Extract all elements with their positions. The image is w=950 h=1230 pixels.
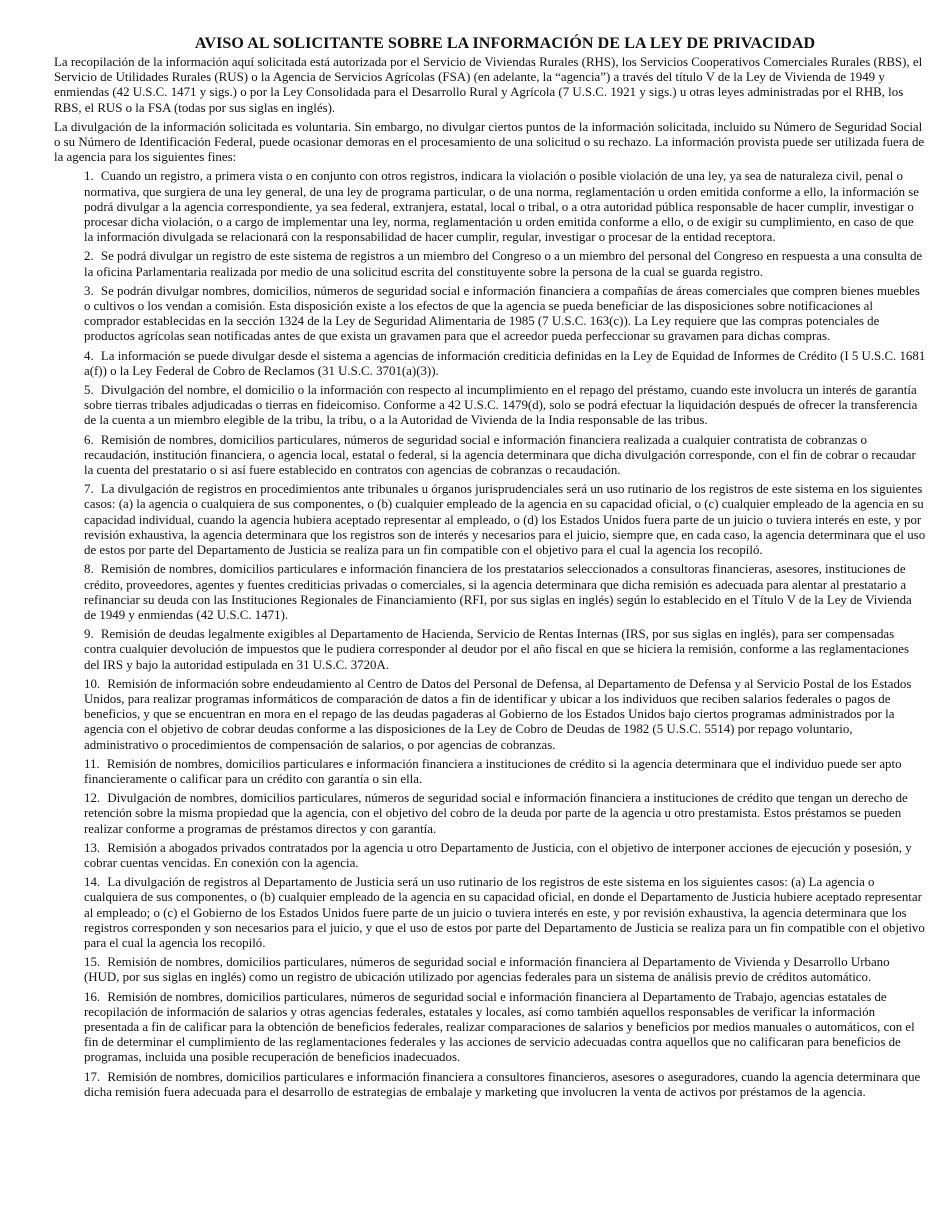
- list-item-number: 7.: [84, 482, 94, 497]
- list-item-number: 4.: [84, 348, 94, 363]
- list-item-number: 13.: [84, 840, 101, 855]
- list-item-text: Remisión de información sobre endeudamiento al Centro de Datos del Personal de Defensa, al Departamento de Defensa y al Servicio Postal de los Estados Unidos, para realizar programas informáticos de comparación de datos a fin de identificar y ubicar a los individuos que reciben salarios federales o pagos de beneficios, y que se encuentran en mora en el repago de las deudas pagaderas al Gobierno de los Estados Unidos bajo ciertos programas administrados por la agencia con el objetivo de cobrar deudas conforme a las disposiciones de la Ley de Cobro de Deudas de 1982 (5 U.S.C. 5514) por repago voluntario, administrativo o procedimientos de compensación de salarios, o por agencias de cobranzas.: [84, 676, 912, 752]
- list-item: [84, 482, 926, 558]
- list-item-text: Cuando un registro, a primera vista o en conjunto con otros registros, indicara la violación o posible violación de una ley, ya sea de naturaleza civil, penal o normativa, que surgiera de una ley general, de una ley de programa particular, o de una norma, reglamentación u orden emitida conforme a ello, la información se podrá divulgar a la agencia correspondiente, ya sea federal, extranjera, estatal, local o tribal, o a otra autoridad pública responsable de hacer cumplir, investigar o procesar dicha violación, o a cargo de implementar una ley, norma, reglamentación u orden emitida conforme a ello, o de exigir su cumplimiento, en caso de que la información divulgada se relacionará con la responsabilidad de hacer cumplir, regular, investigar o procesar de la entidad receptora.: [84, 169, 920, 245]
- list-item: [84, 677, 926, 753]
- list-item-number: 14.: [84, 875, 101, 890]
- list-item-text: Remisión de nombres, domicilios particulares e información financiera a consultores financieros, asesores o aseguradores, cuando la agencia determinara que dicha remisión fuera adecuada para el desarrollo de estrategias de embalaje y marketing que involucren la venta de activos por préstamos de la agencia.: [84, 1069, 921, 1099]
- list-item-text: Remisión de nombres, domicilios particulares, números de seguridad social e información financiera al Departamento de Vivienda y Desarrollo Urbano (HUD, por sus siglas en inglés) como un registro de ubicación utilizado por agencias federales para un sistema de análisis previo de créditos automático.: [84, 955, 890, 985]
- list-item: [84, 169, 926, 245]
- list-item: [84, 249, 926, 279]
- list-item: [84, 841, 926, 871]
- page-title: AVISO AL SOLICITANTE SOBRE LA INFORMACIÓN DE LA LEY DE PRIVACIDAD: [194, 35, 816, 52]
- intro-paragraph-disclosure: La divulgación de la información solicitada es voluntaria. Sin embargo, no divulgar ciertos puntos de la información solicitada, incluido su Número de Seguridad Social o su Número de Identificación Federal, puede ocasionar demoras en el procesamiento de una solicitud o su rechazo. La información provista puede ser utilizada fuera de la agencia para los siguientes fines:: [54, 119, 925, 165]
- list-item-number: 11.: [84, 756, 100, 771]
- list-item-number: 1.: [84, 169, 94, 184]
- list-item-number: 5.: [84, 383, 94, 398]
- list-item-text: Se podrá divulgar un registro de este sistema de registros a un miembro del Congreso o a un miembro del personal del Congreso en respuesta a una consulta de la oficina Parlamentaria realizada por medio de una solicitud escrita del constituyente sobre la persona de la cual se guarda registro.: [84, 249, 923, 279]
- list-item-text: Remisión de nombres, domicilios particulares, números de seguridad social e información financiera al Departamento de Trabajo, agencias estatales de recopilación de información de salarios y otras agencias federales, estatales y locales, así como también aquellos responsables de verificar la información presentada a fin de calificar para la obtención de beneficios federales, realizar comparaciones de salarios y beneficios por medios manuales o automáticos, con el fin de determinar el cumplimiento de las reglamentaciones federales y las acciones de servicio adecuadas contra aquellos que no calificaran para beneficios de programas, incluida una posible recuperación de beneficios inadecuados.: [84, 989, 915, 1065]
- list-item-text: Divulgación de nombres, domicilios particulares, números de seguridad social e información financiera a instituciones de crédito que tengan un derecho de retención sobre la misma propiedad que la agencia, con el objetivo del cobro de la deuda por parte de la agencia u otro prestamista. Estos préstamos se pueden realizar conforme a programas de préstamos directos y con garantía.: [84, 791, 908, 836]
- list-item: [84, 990, 926, 1066]
- list-item-text: Remisión de deudas legalmente exigibles al Departamento de Hacienda, Servicio de Rentas Internas (IRS, por sus siglas en inglés), para ser compensadas contra cualquier devolución de impuestos que le pudiera corresponder al deudor por el año fiscal en que se hiciera la remisión, conforme a las reglamentaciones del IRS y bajo la autoridad estipulada en 31 U.S.C. 3720A.: [84, 627, 910, 672]
- list-item: [84, 955, 926, 985]
- intro-paragraph-authorization: La recopilación de la información aquí solicitada está autorizada por el Servicio de Viviendas Rurales (RHS), los Servicios Cooperativos Comerciales Rurales (RBS), el Servicio de Utilidades Rurales (RUS) o la Agencia de Servicios Agrícolas (FSA) (en adelante, la “agencia”) a través del título V de la Ley de Vivienda de 1949 y enmiendas (42 U.S.C. 1471 y sigs.) o por la Ley Consolidada para el Desarrollo Rural y Agrícola (7 U.S.C. 1921 y sigs.) u otras leyes administradas por el RHB, los RBS, el RUS o la FSA (todas por sus siglas en inglés).: [54, 55, 923, 115]
- list-item: [84, 349, 926, 379]
- list-item: [84, 875, 926, 951]
- list-item: [84, 433, 926, 479]
- list-item-number: 12.: [84, 791, 101, 806]
- list-item-number: 3.: [84, 283, 94, 298]
- list-item-text: La divulgación de registros en procedimientos ante tribunales u órganos jurisprudenciales será un uso rutinario de los registros de este sistema en los siguientes casos: (a) la agencia o cualquiera de sus componentes, o (b) cualquier empleado de la agencia en su capacidad oficial, o (c) cualquier empleado de la agencia en su capacidad individual, cuando la agencia hubiera aceptado representar al empleado, o (d) los Estados Unidos fuera parte de un juicio o tuviera interés en este, y por revisión exhaustiva, la agencia determinara que los registros son de interés y necesarios para el juicio, siempre que, en cada caso, la agencia determinara que el uso de estos por parte del Departamento de Justicia se realiza para un fin compatible con el objetivo para el cual la agencia los recopiló.: [84, 482, 926, 558]
- list-item-text: La información se puede divulgar desde el sistema a agencias de información crediticia definidas en la Ley de Equidad de Informes de Crédito (I 5 U.S.C. 1681 a(f)) o la Ley Federal de Cobro de Reclamos (31 U.S.C. 3701(a)(3)).: [84, 348, 926, 378]
- list-item: [84, 562, 926, 623]
- list-item: [84, 791, 926, 837]
- list-item-number: 17.: [84, 1069, 101, 1084]
- list-item-text: Divulgación del nombre, el domicilio o la información con respecto al incumplimiento en el repago del préstamo, cuando este involucra un interés de garantía sobre tierras tribales adjudicadas o tierras en fideicomiso. Conforme a 42 U.S.C. 1479(d), solo se podrá efectuar la liquidación después de ofrecer la transferencia de la cuenta a un miembro elegible de la tribu, la tribu, o a la Autoridad de Vivienda de la India responsable de las tribus.: [84, 383, 918, 428]
- list-item-number: 10.: [84, 676, 101, 691]
- list-item: [84, 383, 926, 429]
- list-item-number: 16.: [84, 989, 101, 1004]
- list-item-number: 8.: [84, 562, 94, 577]
- list-item: [84, 1070, 926, 1100]
- list-item: [84, 627, 926, 673]
- list-item: [84, 284, 926, 345]
- list-item-text: La divulgación de registros al Departamento de Justicia será un uso rutinario de los registros de este sistema en los siguientes casos: (a) La agencia o cualquiera de sus componentes, o (b) cualquier empleado de la agencia en su capacidad oficial, en donde el Departamento de Justicia hubiere aceptado representar al empleado; o (c) el Gobierno de los Estados Unidos fuere parte de un juicio o tuviera interés en este, y por revisión exhaustiva, la agencia determinara que los registros corresponden y son necesarios para el juicio, y que el uso de estos por parte del Departamento de Justicia se realiza para un fin compatible con el objetivo para el cual la agencia los recopiló.: [84, 875, 925, 950]
- list-item-text: Remisión de nombres, domicilios particulares e información financiera de los prestatarios seleccionados a consultoras financieras, asesores, instituciones de crédito, proveedores, agentes y fuentes crediticias privadas o comerciales, si la agencia determinara que dicha remisión es adecuada para alentar al prestatario a refinanciar su deuda con las Instituciones Regionales de Financiamiento (RFI, por sus siglas en inglés) según lo establecido en el Título V de la Ley de Vivienda de 1949 y enmiendas (42 U.S.C. 1471).: [84, 562, 912, 622]
- list-item-number: 15.: [84, 955, 101, 970]
- list-item-text: Remisión a abogados privados contratados por la agencia u otro Departamento de Justicia, con el objetivo de interponer acciones de ejecución y posesión, y cobrar cuentas vencidas. En conexión con la agencia.: [84, 840, 912, 870]
- list-item-number: 2.: [84, 249, 94, 264]
- list-item-text: Remisión de nombres, domicilios particulares e información financiera a instituciones de crédito si la agencia determinara que el individuo puede ser apto financieramente o calificar para un crédito con garantía o sin ella.: [84, 756, 902, 786]
- routine-uses-list: [54, 169, 926, 1100]
- list-item-number: 9.: [84, 627, 94, 642]
- list-item-text: Remisión de nombres, domicilios particulares, números de seguridad social e información financiera realizada a cualquier contratista de cobranzas o recaudación, institución financiera, o agencia local, estatal o federal, si la agencia determinara que dicha divulgación corresponde, con el fin de cobrar o recaudar la cuenta del prestatario o si así fuere establecido en contratos con agencias de cobranzas o recaudación.: [84, 432, 916, 478]
- list-item-text: Se podrán divulgar nombres, domicilios, números de seguridad social e información financiera a compañías de áreas comerciales que compren bienes muebles o cultivos o los vendan a comisión. Esta disposición existe a los efectos de que la agencia se pueda beneficiar de las disposiciones sobre notificaciones al comprador establecidas en la sección 1324 de la Ley de Seguridad Alimentaria de 1985 (7 U.S.C. 163(c)). La Ley requiere que las compras potenciales de productos agrícolas sean notificadas antes de que exista un gravamen para que el acreedor pueda perfeccionar su gravamen para dichas compras.: [84, 283, 920, 344]
- list-item-number: 6.: [84, 432, 94, 447]
- list-item: [84, 757, 926, 787]
